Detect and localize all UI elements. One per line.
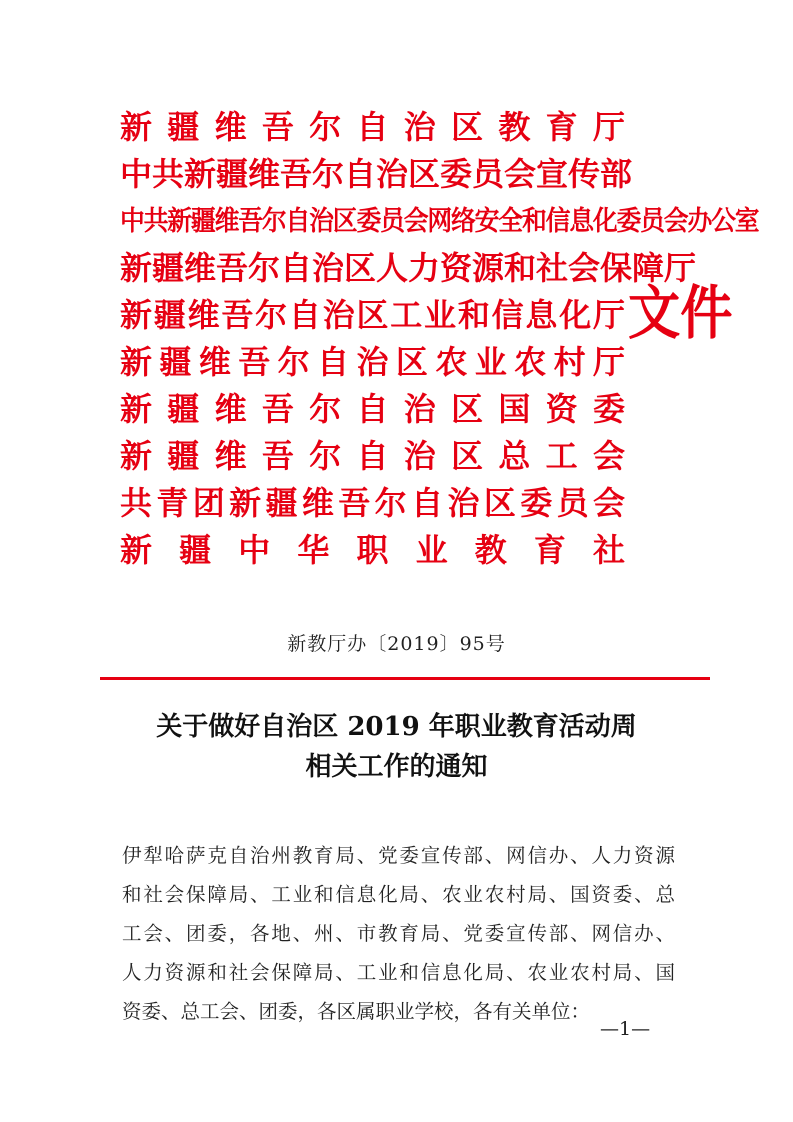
red-divider-line: [100, 677, 710, 680]
page-number: —1—: [600, 1018, 651, 1040]
title-line: 关于做好自治区 2019 年职业教育活动周: [156, 712, 637, 742]
issuer-line: 新疆维吾尔自治区总工会: [120, 437, 625, 475]
recipients-line: 人力资源和社会保障局、工业和信息化局、农业农村局、国: [122, 961, 675, 984]
issuer-line: 中共新疆维吾尔自治区委员会网络安全和信息化委员会办公室: [120, 206, 759, 237]
document-number: 新教厅办〔2019〕95号: [287, 633, 506, 655]
issuer-line: 新疆维吾尔自治区人力资源和社会保障厅: [120, 249, 697, 287]
recipients-line: 伊犁哈萨克自治州教育局、党委宣传部、网信办、人力资源: [122, 844, 675, 867]
issuer-line: 新疆维吾尔自治区教育厅: [120, 108, 625, 146]
issuer-line: 新疆维吾尔自治区工业和信息化厅: [120, 296, 625, 334]
recipients-paragraph: [122, 836, 675, 1031]
title-line: 相关工作的通知: [305, 752, 488, 782]
issuer-line: 新疆维吾尔自治区农业农村厅: [120, 343, 625, 381]
issuer-line: 共青团新疆维吾尔自治区委员会: [120, 484, 625, 522]
recipients-line: 工会、团委，各地、州、市教育局、党委宣传部、网信办、: [122, 922, 675, 945]
issuer-line: 新疆中华职业教育社: [120, 531, 625, 569]
issuer-line: 新疆维吾尔自治区国资委: [120, 390, 625, 428]
recipients-line: 和社会保障局、工业和信息化局、农业农村局、国资委、总: [122, 883, 675, 906]
recipients-line: 资委、总工会、团委，各区属职业学校，各有关单位：: [122, 1000, 591, 1023]
issuer-line: 中共新疆维吾尔自治区委员会宣传部: [120, 155, 633, 193]
document-title: [0, 707, 793, 787]
file-mark: 文件: [628, 279, 733, 347]
